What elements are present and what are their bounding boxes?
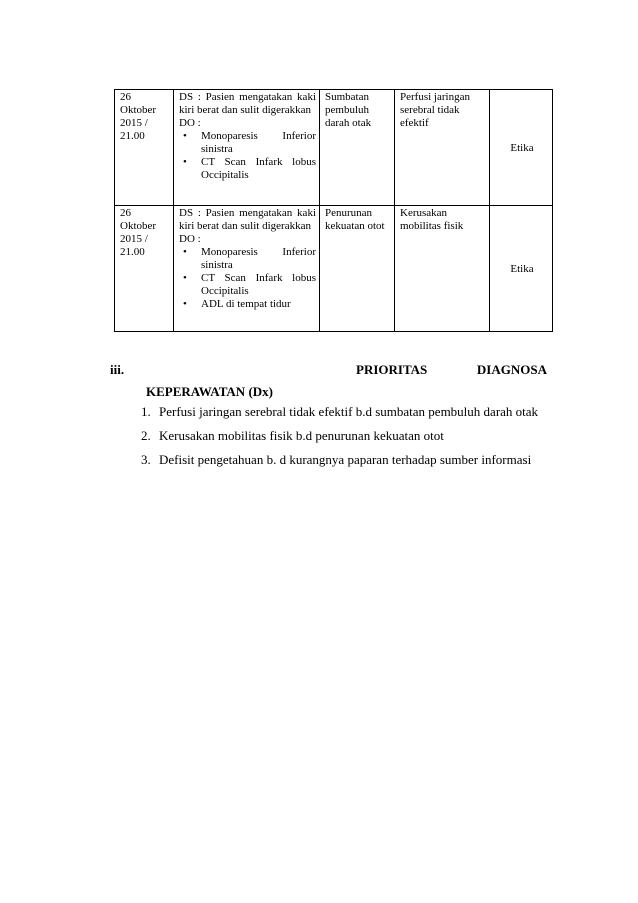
problem-cell: Kerusakan mobilitas fisik bbox=[395, 206, 490, 332]
list-item: • Monoparesis Inferior sinistra bbox=[183, 130, 316, 155]
date-time: 21.00 bbox=[120, 130, 145, 142]
date-year: 2015 / bbox=[120, 117, 148, 129]
objective-label: DO : bbox=[179, 233, 201, 245]
assessment-table bbox=[114, 89, 553, 332]
item-text: Perfusi jaringan serebral tidak efektif b.d sumbatan pembuluh darah otak bbox=[159, 404, 539, 419]
table-row bbox=[115, 90, 553, 206]
bullet-icon: • bbox=[183, 156, 187, 168]
subjective-data: DS : Pasien mengatakan kaki kiri berat dan sulit digerakkan bbox=[179, 207, 316, 232]
list-item: • ADL di tempat tidur bbox=[183, 298, 291, 310]
list-item: • Monoparesis Inferior sinistra bbox=[183, 246, 316, 271]
ethic-cell: Etika bbox=[490, 206, 553, 332]
item-text: Defisit pengetahuan b. d kurangnya paparan terhadap sumber informasi bbox=[159, 452, 532, 467]
date-time: 21.00 bbox=[120, 246, 145, 258]
heading-word: PRIORITAS bbox=[356, 362, 428, 377]
date-day: 26 bbox=[120, 207, 131, 219]
problem-cell: Perfusi jaringan serebral tidak efektif bbox=[395, 90, 490, 206]
date-month: Oktober bbox=[120, 104, 157, 116]
list-item bbox=[141, 404, 538, 428]
list-item bbox=[141, 452, 538, 476]
ethic-cell: Etika bbox=[490, 90, 553, 206]
list-item: • CT Scan Infark lobus Occipitalis bbox=[183, 272, 316, 297]
bullet-icon: • bbox=[183, 246, 187, 258]
bullet-icon: • bbox=[183, 272, 187, 284]
subjective-data: DS : Pasien mengatakan kaki kiri berat dan sulit digerakkan bbox=[179, 91, 316, 116]
item-number: 2. bbox=[141, 428, 151, 443]
diagnosis-list bbox=[141, 404, 538, 476]
heading-word: KEPERAWATAN (Dx) bbox=[146, 384, 273, 399]
etiology-cell: Sumbatan pembuluh darah otak bbox=[320, 90, 395, 206]
item-text: Kerusakan mobilitas fisik b.d penurunan kekuatan otot bbox=[159, 428, 444, 443]
bullet-icon: • bbox=[183, 130, 187, 142]
table-row bbox=[115, 206, 553, 332]
etiology-cell: Penurunan kekuatan otot bbox=[320, 206, 395, 332]
data-cell bbox=[174, 206, 320, 332]
section-number: iii. bbox=[110, 362, 125, 377]
list-item bbox=[141, 428, 538, 452]
objective-list bbox=[179, 246, 316, 311]
date-month: Oktober bbox=[120, 220, 157, 232]
heading-word: DIAGNOSA bbox=[476, 362, 547, 377]
date-cell bbox=[115, 206, 174, 332]
objective-list bbox=[179, 130, 316, 182]
item-number: 3. bbox=[141, 452, 151, 467]
date-day: 26 bbox=[120, 91, 131, 103]
date-year: 2015 / bbox=[120, 233, 148, 245]
objective-label: DO : bbox=[179, 117, 201, 129]
bullet-icon: • bbox=[183, 298, 187, 310]
data-cell bbox=[174, 90, 320, 206]
list-item: • CT Scan Infark lobus Occipitalis bbox=[183, 156, 316, 181]
item-number: 1. bbox=[141, 404, 151, 419]
date-cell bbox=[115, 90, 174, 206]
